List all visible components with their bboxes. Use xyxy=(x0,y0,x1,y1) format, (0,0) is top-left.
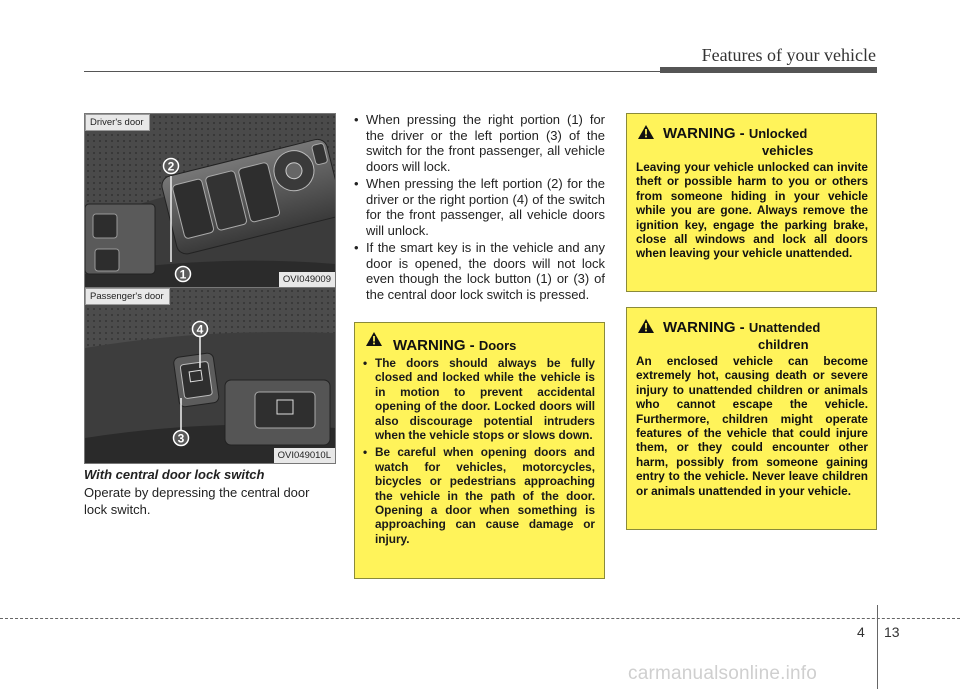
warning-unattended-children xyxy=(626,307,877,530)
passenger-door-label: Passenger's door xyxy=(85,288,170,305)
warning-topic-line2: vehicles xyxy=(762,143,814,158)
bullet-item: • When pressing the left portion (2) for the driver or the right portion (4) of the switch for the front passenger, all vehicle doors will unlock. xyxy=(352,176,605,238)
warning-topic: Doors xyxy=(478,338,517,353)
driver-door-photo xyxy=(84,113,336,288)
callout-3: 3 xyxy=(177,431,185,446)
passenger-door-photo xyxy=(84,287,336,464)
page-number: 13 xyxy=(884,624,900,640)
warning-word: WARNING - xyxy=(663,125,745,142)
header-title: Features of your vehicle xyxy=(701,45,876,65)
bullet-item: • If the smart key is in the vehicle and any door is opened, the doors will not lock even though the lock button (1) or (3) of the central door lock switch is pressed. xyxy=(352,240,605,302)
warning-word: WARNING - xyxy=(393,337,475,354)
header-rule-accent xyxy=(660,67,877,73)
footer-rule xyxy=(0,618,960,619)
driver-door-label: Driver's door xyxy=(85,114,150,131)
chapter-number: 4 xyxy=(857,624,865,640)
warning-text: An enclosed vehicle can become extremely hot, causing death or severe injury to unattended children or animals who cannot escape the vehicle. Furthermore, children might operate features of the vehicle that could injure them, or they could encounter other harm, possibly from someone gaining entry to the vehicle. Never leave children or animals unattended in your vehicle. xyxy=(636,354,868,498)
passenger-photo-code: OVI049010L xyxy=(274,448,335,463)
callout-4: 4 xyxy=(196,322,204,337)
warning-topic: Unlocked xyxy=(748,126,808,141)
passenger-door-illustration xyxy=(85,288,335,463)
bullet-item: • When pressing the right portion (1) for the driver or the left portion (3) of the switch for the front passenger, all vehicle doors will lock. xyxy=(352,112,605,174)
section-subheading: With central door lock switch xyxy=(84,467,265,482)
footer-divider xyxy=(877,605,878,689)
section-body: Operate by depressing the central door lock switch. xyxy=(84,485,310,517)
warning-topic: Unattended xyxy=(748,320,821,335)
warning-word: WARNING - xyxy=(663,319,745,336)
warning-text: Leaving your vehicle unlocked can invite theft or possible harm to you or others from someone hiding in your vehicle while you are gone. Always remove the ignition key, engage the parking brake, close all windows and lock all doors when leaving your vehicle unattended. xyxy=(636,160,868,261)
warning-triangle-icon xyxy=(637,318,655,334)
callout-1: 1 xyxy=(179,267,187,282)
warning-triangle-icon xyxy=(365,331,383,347)
warning-triangle-icon xyxy=(637,124,655,140)
callout-2: 2 xyxy=(167,159,175,174)
warning-doors xyxy=(354,322,605,579)
warning-unlocked-vehicles xyxy=(626,113,877,292)
driver-door-illustration xyxy=(85,114,335,287)
driver-photo-code: OVI049009 xyxy=(279,272,335,287)
warning-item: • The doors should always be fully closed and locked while the vehicle is in motion to prevent accidental opening of the door. Locked doors will also discourage potential intruders when the vehicle stops or slows down. xyxy=(363,356,595,442)
lock-bullet-list xyxy=(352,112,605,304)
warning-item: • Be careful when opening doors and watch for vehicles, motorcycles, bicycles or pedestrians approaching the vehicle in the path of the door. Opening a door when something is approaching can cause damage or injury. xyxy=(363,445,595,546)
warning-topic-line2: children xyxy=(758,337,809,352)
watermark: carmanualsonline.info xyxy=(628,663,818,684)
header-rule xyxy=(84,71,664,72)
